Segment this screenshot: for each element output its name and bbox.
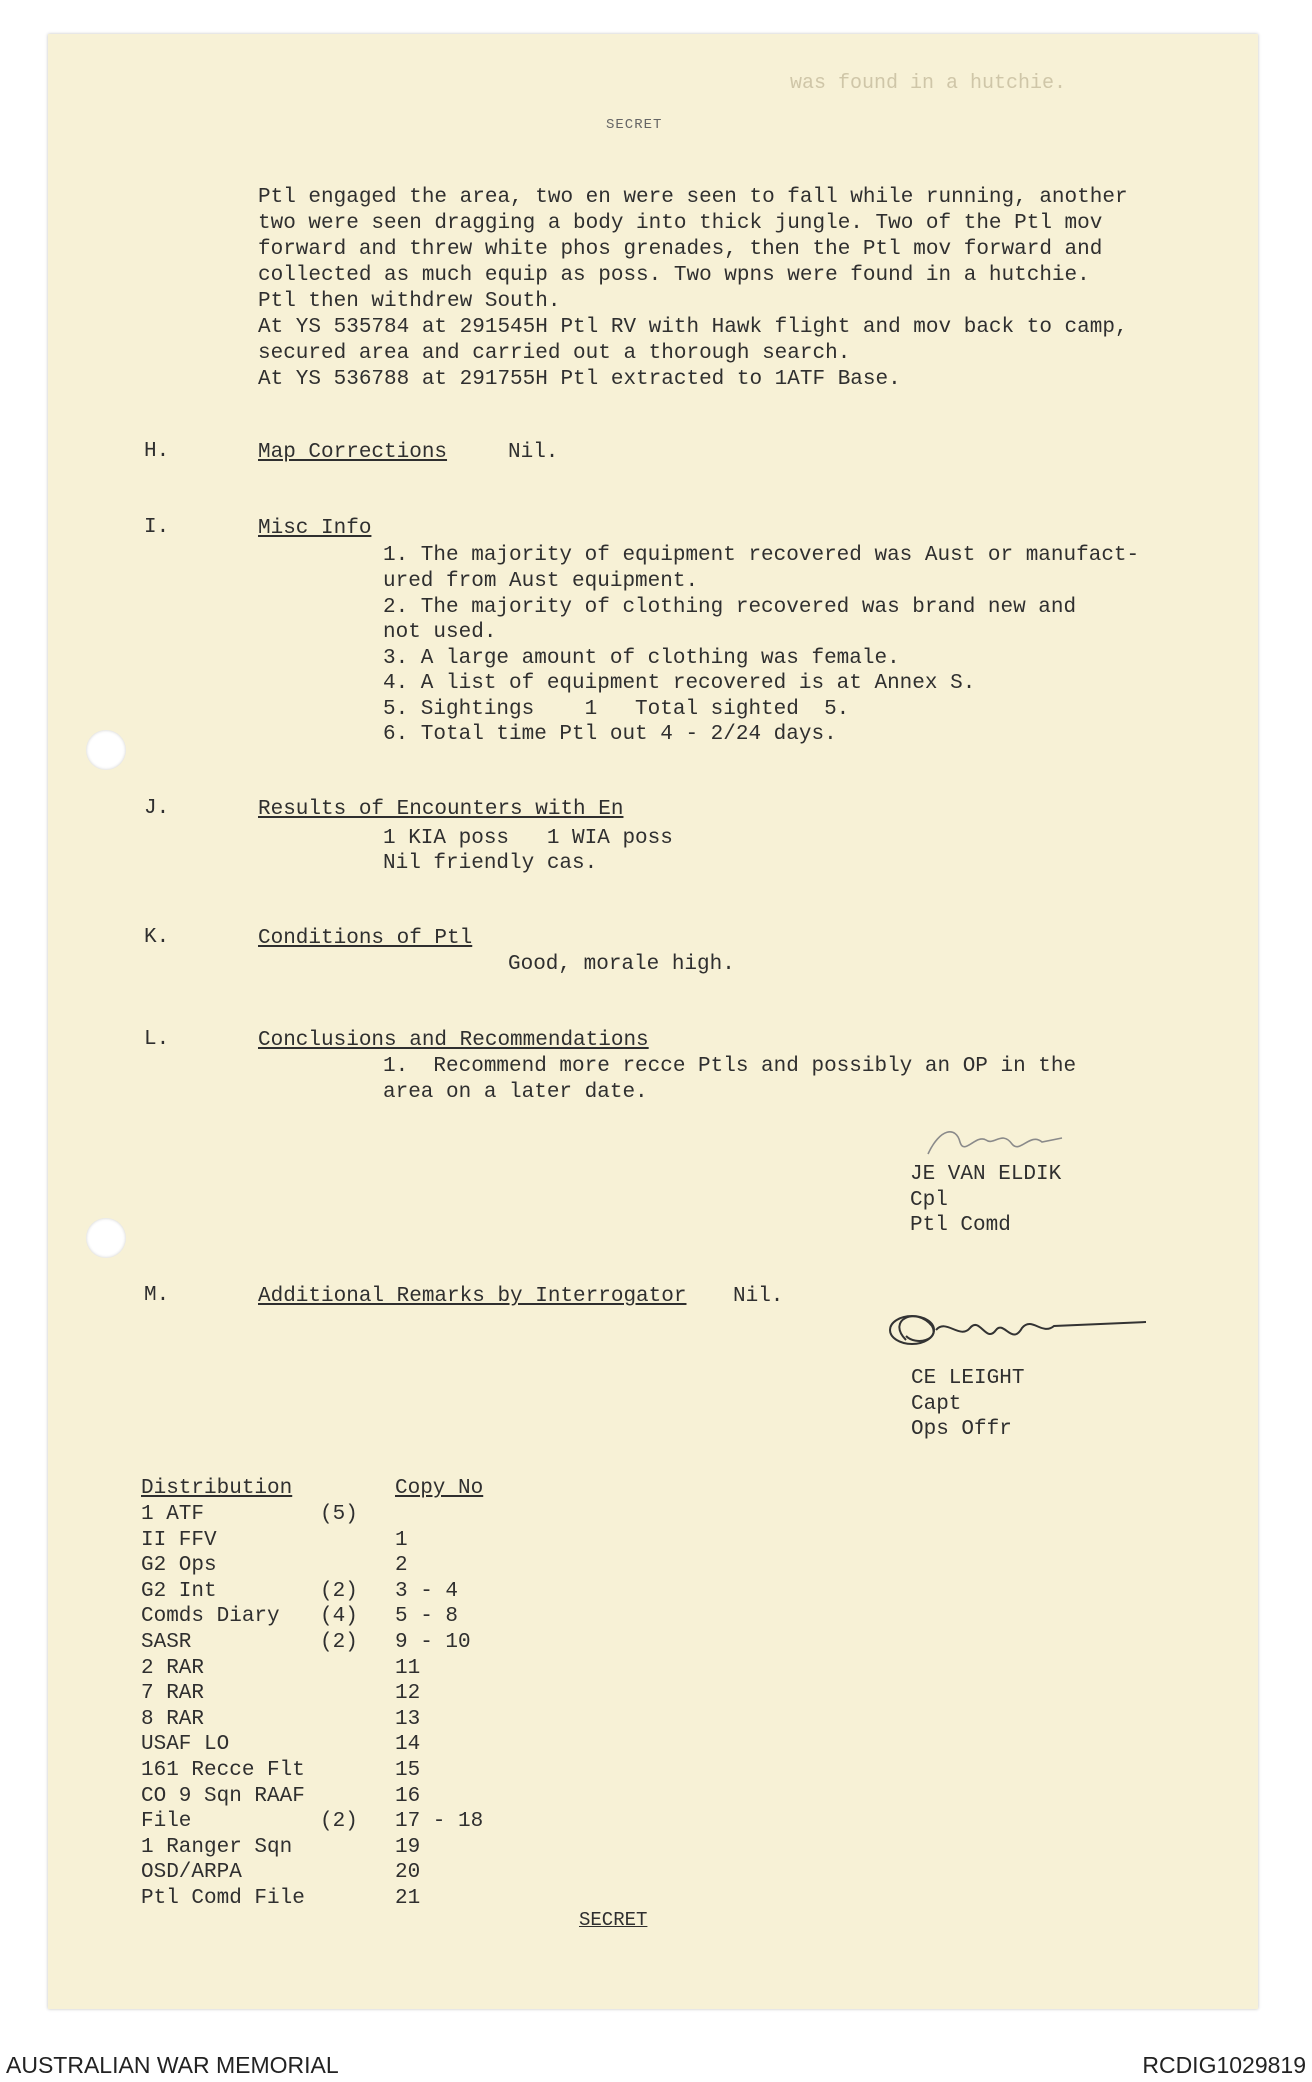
misc-info-line: not used.	[383, 621, 497, 644]
narrative-line: secured area and carried out a thorough search.	[258, 342, 851, 365]
distribution-recipient: USAF LO	[141, 1733, 230, 1756]
narrative-line: Ptl then withdrew South.	[258, 290, 561, 313]
distribution-header: Distribution	[141, 1477, 293, 1500]
narrative-line: Ptl engaged the area, two en were seen to fall while running, another	[258, 186, 1128, 209]
signatory-2-name: CE LEIGHT	[911, 1367, 1025, 1390]
misc-info-line: 6. Total time Ptl out 4 - 2/24 days.	[383, 723, 837, 746]
footer-mark: SECRET	[579, 1909, 648, 1931]
section-h-letter: H.	[144, 440, 170, 463]
distribution-copy-no: 16	[395, 1785, 421, 1808]
misc-info-line: 3. A large amount of clothing was female.	[383, 647, 900, 670]
distribution-recipient: 1 ATF	[141, 1503, 205, 1526]
misc-info-line: 5. Sightings 1 Total sighted 5.	[383, 698, 850, 721]
distribution-copy-no: 19	[395, 1836, 421, 1859]
header-mark: SECRET	[606, 117, 663, 133]
signatory-1-rank: Cpl	[910, 1189, 948, 1212]
section-j-letter: J.	[144, 797, 170, 820]
section-k-letter: K.	[144, 926, 170, 949]
distribution-recipient: 7 RAR	[141, 1682, 205, 1705]
encounter-line: 1 KIA poss 1 WIA poss	[383, 827, 673, 850]
distribution-copy-no: 13	[395, 1708, 421, 1731]
distribution-count: (2)	[320, 1810, 358, 1833]
distribution-recipient: CO 9 Sqn RAAF	[141, 1785, 305, 1808]
misc-info-line: 4. A list of equipment recovered is at Annex S.	[383, 672, 976, 695]
bleed-through-text: was found in a hutchie.	[790, 72, 1067, 95]
signatory-2-role: Ops Offr	[911, 1418, 1012, 1441]
signatory-2-rank: Capt	[911, 1393, 962, 1416]
recommendation-line: 1. Recommend more recce Ptls and possibly an OP in the	[383, 1055, 1077, 1078]
footer-archive-name: AUSTRALIAN WAR MEMORIAL	[6, 2052, 339, 2078]
distribution-copy-no: 20	[395, 1861, 421, 1884]
narrative-line: forward and threw white phos grenades, then the Ptl mov forward and	[258, 238, 1103, 261]
encounter-line: Nil friendly cas.	[383, 852, 598, 875]
narrative-line: At YS 535784 at 291545H Ptl RV with Hawk flight and mov back to camp,	[258, 316, 1128, 339]
section-k-title: Conditions of Ptl	[258, 927, 473, 950]
distribution-count: (4)	[320, 1605, 358, 1628]
distribution-recipient: G2 Ops	[141, 1554, 217, 1577]
narrative-line: two were seen dragging a body into thick jungle. Two of the Ptl mov	[258, 212, 1103, 235]
signatory-1-name: JE VAN ELDIK	[910, 1163, 1062, 1186]
copy-no-header: Copy No	[395, 1477, 484, 1500]
distribution-recipient: 8 RAR	[141, 1708, 205, 1731]
distribution-copy-no: 2	[395, 1554, 408, 1577]
distribution-count: (5)	[320, 1503, 358, 1526]
distribution-recipient: Comds Diary	[141, 1605, 280, 1628]
signatory-1-role: Ptl Comd	[910, 1214, 1011, 1237]
signature-1	[920, 1118, 1070, 1166]
distribution-recipient: File	[141, 1810, 192, 1833]
section-h-value: Nil.	[508, 441, 559, 464]
section-i-title: Misc Info	[258, 517, 372, 540]
narrative-line: collected as much equip as poss. Two wpns were found in a hutchie.	[258, 264, 1090, 287]
distribution-recipient: SASR	[141, 1631, 192, 1654]
distribution-copy-no: 12	[395, 1682, 421, 1705]
section-i-letter: I.	[144, 516, 170, 539]
distribution-recipient: OSD/ARPA	[141, 1861, 242, 1884]
section-m-value: Nil.	[733, 1285, 784, 1308]
distribution-count: (2)	[320, 1631, 358, 1654]
section-k-value: Good, morale high.	[508, 953, 735, 976]
distribution-copy-no: 3 - 4	[395, 1580, 459, 1603]
section-l-title: Conclusions and Recommendations	[258, 1029, 649, 1052]
footer-record-id: RCDIG1029819	[1142, 2052, 1306, 2078]
distribution-count: (2)	[320, 1580, 358, 1603]
section-m-title: Additional Remarks by Interrogator	[258, 1285, 687, 1308]
section-l-letter: L.	[144, 1028, 170, 1051]
punch-hole	[86, 730, 126, 770]
distribution-copy-no: 11	[395, 1657, 421, 1680]
narrative-line: At YS 536788 at 291755H Ptl extracted to 1ATF Base.	[258, 368, 901, 391]
distribution-copy-no: 9 - 10	[395, 1631, 471, 1654]
distribution-recipient: II FFV	[141, 1529, 217, 1552]
distribution-copy-no: 5 - 8	[395, 1605, 459, 1628]
recommendation-line: area on a later date.	[383, 1081, 648, 1104]
section-h-title: Map Corrections	[258, 441, 448, 464]
distribution-copy-no: 1	[395, 1529, 408, 1552]
distribution-recipient: 2 RAR	[141, 1657, 205, 1680]
distribution-recipient: 161 Recce Flt	[141, 1759, 305, 1782]
distribution-recipient: 1 Ranger Sqn	[141, 1836, 293, 1859]
distribution-copy-no: 17 - 18	[395, 1810, 484, 1833]
misc-info-line: 2. The majority of clothing recovered was brand new and	[383, 596, 1077, 619]
signature-2	[876, 1300, 1156, 1370]
misc-info-line: 1. The majority of equipment recovered was Aust or manufact-	[383, 544, 1140, 567]
distribution-copy-no: 15	[395, 1759, 421, 1782]
distribution-recipient: G2 Int	[141, 1580, 217, 1603]
section-m-letter: M.	[144, 1284, 170, 1307]
punch-hole	[86, 1218, 126, 1258]
distribution-recipient: Ptl Comd File	[141, 1887, 305, 1910]
distribution-copy-no: 21	[395, 1887, 421, 1910]
misc-info-line: ured from Aust equipment.	[383, 570, 699, 593]
section-j-title: Results of Encounters with En	[258, 798, 624, 821]
distribution-copy-no: 14	[395, 1733, 421, 1756]
